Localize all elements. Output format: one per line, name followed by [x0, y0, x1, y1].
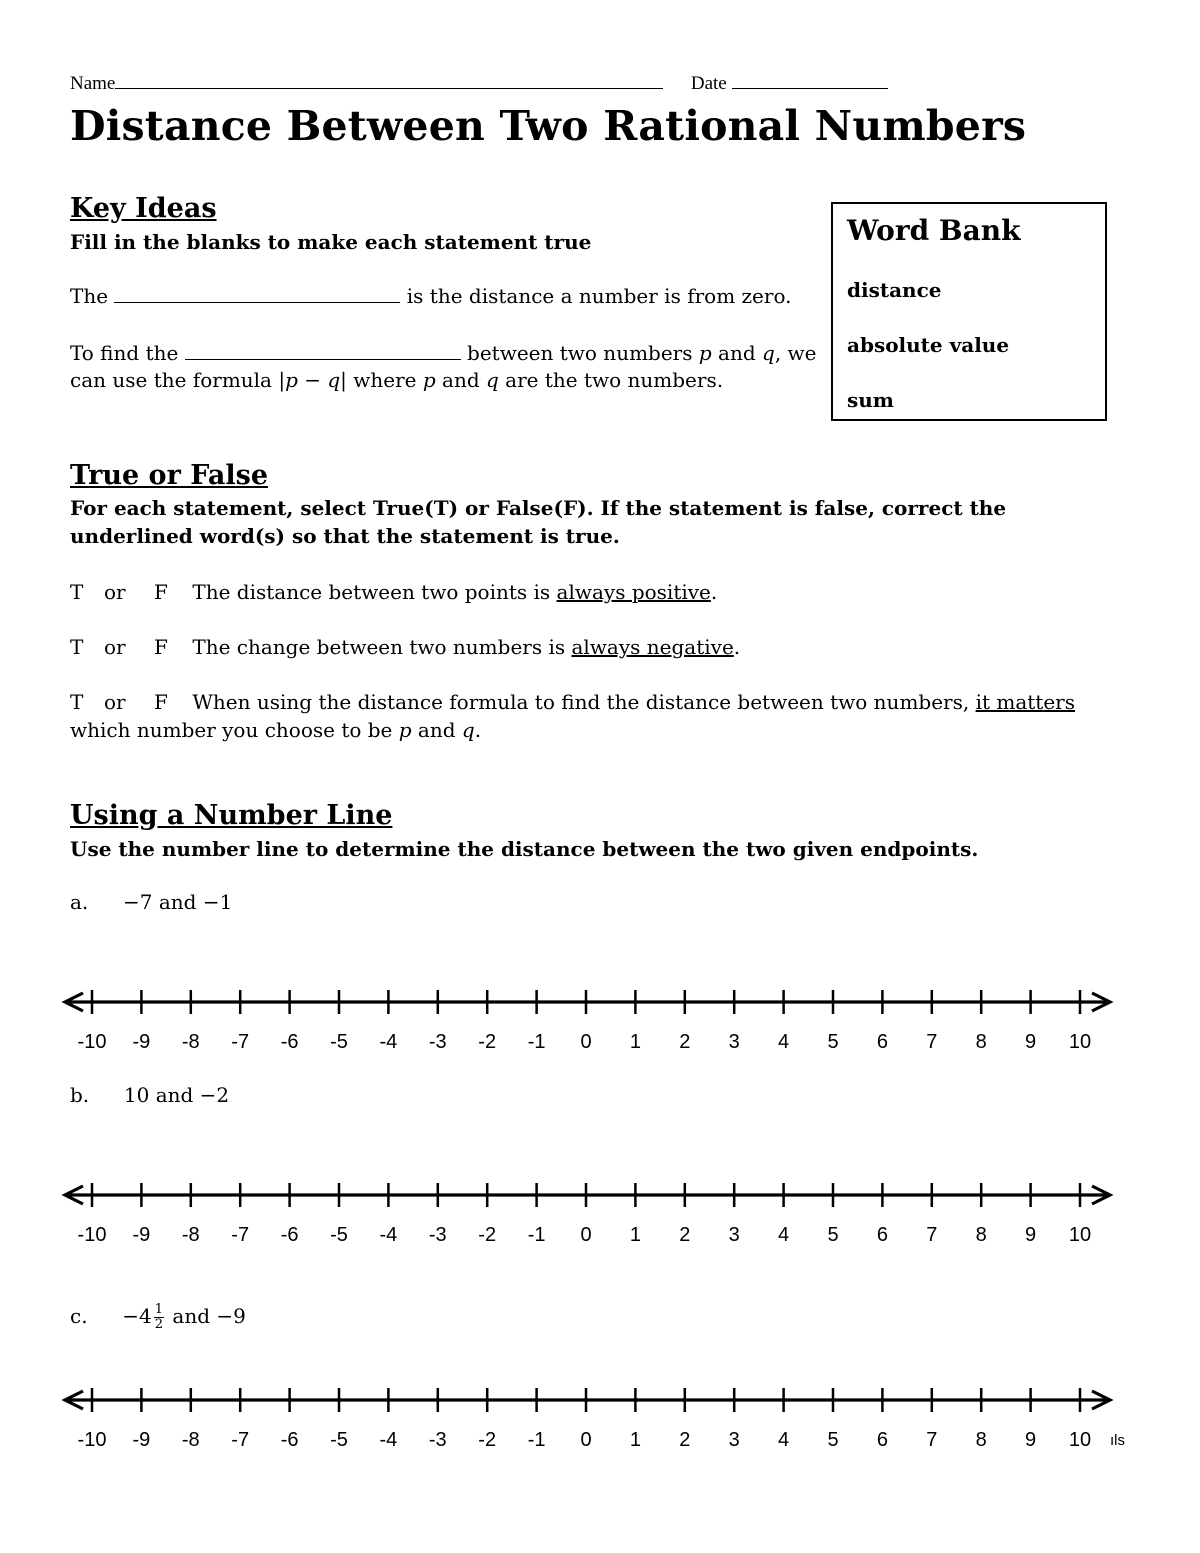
page-title: Distance Between Two Rational Numbers — [70, 102, 1027, 150]
tick-label: 0 — [580, 1031, 592, 1053]
distance-formula: |p − q| — [278, 368, 347, 392]
and-text: and — [411, 718, 462, 742]
tick-label: 10 — [1068, 1429, 1092, 1451]
tick-label: 6 — [876, 1429, 888, 1451]
tick-label: 5 — [827, 1429, 839, 1451]
tick-label: -3 — [428, 1429, 447, 1451]
tick-label: -4 — [379, 1031, 398, 1053]
var-p: p — [698, 341, 712, 365]
tick-label: -9 — [132, 1429, 151, 1451]
endpoint-1-fraction — [154, 1303, 164, 1332]
tf-text-end: . — [710, 580, 718, 604]
word-bank-item: sum — [847, 388, 894, 412]
number-line-a[interactable] — [55, 985, 1125, 1055]
tf-text: which number you choose to be — [70, 718, 399, 742]
tick-label: -2 — [478, 1429, 497, 1451]
endpoint-1: −7 — [123, 890, 153, 914]
tick-label: -6 — [280, 1429, 299, 1451]
problem-label: c. — [70, 1304, 88, 1328]
problem-label: b. — [70, 1083, 90, 1107]
true-option[interactable]: T — [70, 580, 84, 604]
endpoint-2: −1 — [202, 890, 233, 914]
number-line-c[interactable] — [55, 1383, 1125, 1453]
tick-label: -1 — [527, 1429, 546, 1451]
or-text: or — [104, 635, 126, 659]
and-text: and — [442, 368, 480, 392]
tick-label: 0 — [580, 1224, 592, 1246]
false-option[interactable]: F — [154, 635, 168, 659]
and-text: and — [158, 890, 197, 914]
tf-item-1 — [70, 578, 1140, 606]
tick-label: -8 — [181, 1429, 200, 1451]
tf-item-3 — [70, 688, 1140, 744]
footer-fragment: ıls — [1110, 1432, 1125, 1449]
tf-text: The change between two numbers is — [192, 635, 572, 659]
key-idea-statement-1 — [70, 283, 792, 310]
endpoint-1: 10 — [123, 1083, 150, 1107]
tick-label: 1 — [629, 1031, 641, 1053]
and-text: and — [718, 341, 756, 365]
tick-label: 1 — [629, 1224, 641, 1246]
tick-label: -8 — [181, 1031, 200, 1053]
true-false-instruction: For each statement, select True(T) or False(F). If the statement is false, correct the underlined word(s) so that the statement is true. — [70, 496, 1007, 548]
tick-label: 3 — [728, 1429, 740, 1451]
tf-text: The distance between two points is — [192, 580, 557, 604]
tick-label: -6 — [280, 1031, 299, 1053]
tick-label: 6 — [876, 1031, 888, 1053]
tick-label: -8 — [181, 1224, 200, 1246]
tick-label: 4 — [778, 1429, 790, 1451]
tick-label: 10 — [1068, 1224, 1092, 1246]
var-q: q — [486, 368, 499, 392]
tf-text: When using the distance formula to find the distance between two numbers, — [192, 690, 976, 714]
tf-underlined: always positive — [556, 580, 711, 604]
tick-label: -9 — [132, 1224, 151, 1246]
where-text: where — [353, 368, 417, 392]
statement-1-blank[interactable] — [114, 286, 400, 303]
word-bank-item: absolute value — [847, 333, 1010, 357]
tick-label: 3 — [728, 1031, 740, 1053]
tick-label: -5 — [330, 1224, 348, 1246]
tick-label: 10 — [1068, 1031, 1092, 1053]
tick-label: 7 — [926, 1031, 938, 1053]
true-option[interactable]: T — [70, 690, 84, 714]
tick-label: -3 — [428, 1224, 447, 1246]
statement-2-end: are the two numbers. — [505, 368, 724, 392]
problem-a — [70, 890, 232, 914]
date-blank[interactable] — [732, 72, 888, 89]
tick-label: 1 — [629, 1429, 641, 1451]
word-bank-item: distance — [847, 278, 942, 302]
or-text: or — [104, 690, 126, 714]
tick-label: 9 — [1025, 1031, 1037, 1053]
and-text: and — [172, 1304, 211, 1328]
tick-label: 8 — [975, 1031, 987, 1053]
tick-label: 2 — [679, 1224, 691, 1246]
statement-2-formula-intro: can use the formula — [70, 368, 272, 392]
tick-label: 4 — [778, 1031, 790, 1053]
name-label: Name — [70, 73, 116, 94]
tf-underlined: always negative — [571, 635, 734, 659]
date-label: Date — [690, 73, 727, 94]
tick-label: -10 — [77, 1224, 107, 1246]
statement-2-mid: between two numbers — [467, 341, 693, 365]
number-line-b[interactable] — [55, 1178, 1125, 1248]
name-blank[interactable] — [115, 72, 663, 89]
and-text: and — [155, 1083, 194, 1107]
key-idea-statement-2 — [70, 340, 830, 394]
tick-label: -1 — [527, 1224, 546, 1246]
tick-label: 8 — [975, 1429, 987, 1451]
or-text: or — [104, 580, 126, 604]
var-p: p — [422, 368, 436, 392]
fraction-denominator: 2 — [154, 1317, 164, 1332]
tick-label: -4 — [379, 1429, 398, 1451]
tick-label: 5 — [827, 1031, 839, 1053]
tick-label: -7 — [231, 1224, 250, 1246]
tick-label: -7 — [231, 1031, 250, 1053]
tick-label: 8 — [975, 1224, 987, 1246]
header-row — [70, 72, 888, 95]
number-line-instruction: Use the number line to determine the distance between the two given endpoints. — [70, 837, 979, 861]
tick-label: 3 — [728, 1224, 740, 1246]
false-option[interactable]: F — [154, 580, 168, 604]
tick-label: 9 — [1025, 1224, 1037, 1246]
statement-1-end: is the distance a number is from zero. — [406, 284, 792, 308]
endpoint-2: −2 — [199, 1083, 230, 1107]
problem-label: a. — [70, 890, 89, 914]
tick-label: 5 — [827, 1224, 839, 1246]
tick-label: -2 — [478, 1224, 497, 1246]
tick-label: -4 — [379, 1224, 398, 1246]
true-option[interactable]: T — [70, 635, 84, 659]
false-option[interactable]: F — [154, 690, 168, 714]
statement-2-start: To find the — [70, 341, 179, 365]
key-ideas-instruction: Fill in the blanks to make each statement true — [70, 230, 592, 254]
statement-1-start: The — [70, 284, 109, 308]
var-p: p — [398, 718, 412, 742]
word-bank — [831, 202, 1107, 421]
tick-label: -10 — [77, 1031, 107, 1053]
tick-label: 7 — [926, 1224, 938, 1246]
endpoint-1-whole: −4 — [122, 1304, 152, 1328]
true-false-heading: True or False — [70, 460, 269, 491]
tick-label: 9 — [1025, 1429, 1037, 1451]
tf-text-end: . — [733, 635, 741, 659]
number-line-heading: Using a Number Line — [70, 800, 393, 831]
tick-label: -10 — [77, 1429, 107, 1451]
tick-label: -6 — [280, 1224, 299, 1246]
tick-label: -9 — [132, 1031, 151, 1053]
tick-label: -3 — [428, 1031, 447, 1053]
tick-label: -7 — [231, 1429, 250, 1451]
problem-c — [70, 1303, 246, 1332]
tick-label: 2 — [679, 1031, 691, 1053]
tick-label: 4 — [778, 1224, 790, 1246]
word-bank-title: Word Bank — [847, 214, 1021, 247]
fraction-numerator: 1 — [154, 1302, 164, 1317]
tick-label: -5 — [330, 1031, 348, 1053]
problem-b — [70, 1083, 229, 1107]
tf-underlined: it matters — [975, 690, 1076, 714]
key-ideas-heading: Key Ideas — [70, 193, 217, 224]
tf-text-end: . — [474, 718, 482, 742]
tick-label: -1 — [527, 1031, 546, 1053]
tick-label: 6 — [876, 1224, 888, 1246]
var-q: q — [461, 718, 475, 742]
tick-label: 0 — [580, 1429, 592, 1451]
statement-2-blank[interactable] — [185, 343, 461, 360]
tick-label: -2 — [478, 1031, 497, 1053]
var-q: q — [762, 341, 775, 365]
tick-label: -5 — [330, 1429, 348, 1451]
endpoint-2: −9 — [216, 1304, 246, 1328]
tick-label: 2 — [679, 1429, 691, 1451]
tf-item-2 — [70, 633, 1140, 661]
tick-label: 7 — [926, 1429, 938, 1451]
statement-2-we: , we — [774, 341, 817, 365]
